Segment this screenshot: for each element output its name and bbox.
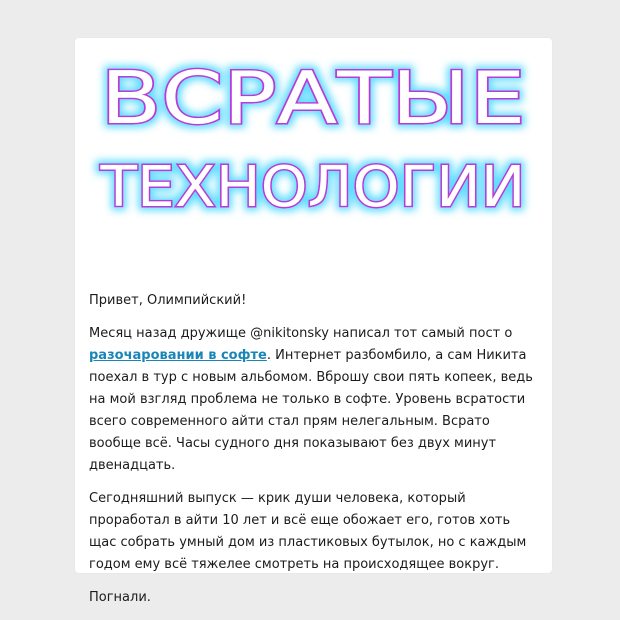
header-title-graphic <box>75 38 552 268</box>
article-body <box>89 290 541 620</box>
header-title-line1: ВСРАТЫЕ <box>100 56 526 140</box>
paragraph-intro <box>89 323 541 477</box>
post-link[interactable]: разочаровании в софте <box>89 348 267 363</box>
greeting: Привет, Олимпийский! <box>89 293 247 308</box>
paragraph-intro-end: . Интернет разбомбило, а сам Никита поехал в тур с новым альбомом. Вброшу свои пять копеек, ведь на мой взгляд проблема не только в софте. Уровень всратости всего современного айти стал прям нелегальным. Всрато вообще всё. Часы судного дня показывают без двух минут двенадцать. <box>89 348 533 473</box>
paragraph-issue: Сегодняшний выпуск — крик души человека, который проработал в айти 10 лет и всё еще обожает его, готов хоть щас собрать умный дом из пластиковых бутылок, но с каждым годом ему всё тяжелее смотреть на происходящее вокруг. <box>89 491 527 572</box>
header-title-line2: ТЕХНОЛОГИИ <box>99 155 526 220</box>
newsletter-card <box>75 38 552 605</box>
paragraph-closing: Погнали. <box>89 590 151 605</box>
header-banner <box>75 38 552 268</box>
paragraph-intro-start: Месяц назад дружище @nikitonsky написал тот самый пост о <box>89 326 513 341</box>
